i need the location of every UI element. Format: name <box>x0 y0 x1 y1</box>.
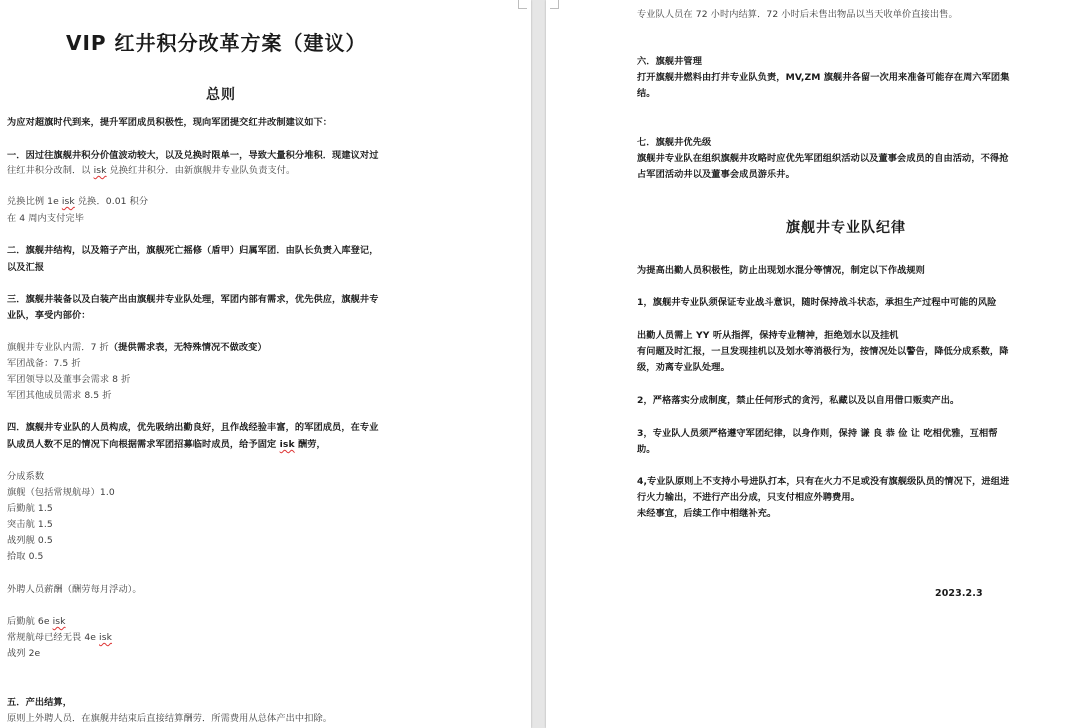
section6-line1: 打开旗舰井燃料由打井专业队负责，MV,ZM 旗舰井各留一次用来准备可能存在周六军团集 <box>637 72 1010 83</box>
share-assault: 突击航 1.5 <box>7 519 53 530</box>
section5-line1: 原则上外聘人员．在旗舰井结束后直接结算酬劳．所需费用从总体产出中扣除。 <box>7 713 333 724</box>
rule2: 2，严格落实分成制度，禁止任何形式的贪污，私藏以及以自用借口贩卖产出。 <box>637 395 960 406</box>
share-flagship: 旗舰（包括常规航母）1.0 <box>7 487 115 498</box>
section1-line2: 往红井积分改制．以 isk 兑换红井积分．由新旗舰井专业队负责支付。 <box>7 165 296 176</box>
rule4-line1: 4,专业队原则上不支持小号进队打本，只有在火力不足或没有旗舰级队员的情况下，进组进 <box>637 476 1010 487</box>
price-leaders: 军团领导以及董事会需求 8 折 <box>7 374 131 385</box>
rule1-detail-line3: 级，劝离专业队处理。 <box>637 362 730 373</box>
settlement-continued: 专业队人员在 72 小时内结算．72 小时后未售出物品以当天收单价直接出售。 <box>637 9 958 20</box>
external-pay-title: 外聘人员薪酬（酬劳每月浮动）。 <box>7 584 142 595</box>
section3-line2: 业队，享受内部价： <box>7 310 91 321</box>
share-coefficient-title: 分成系数 <box>7 471 45 482</box>
section4-line2: 队成员人数不足的情况下向根据需求军团招募临时成员，给予固定 isk 酬劳， <box>7 439 326 450</box>
section7-line2: 占军团活动井以及董事会成员游乐井。 <box>637 169 795 180</box>
discipline-heading: 旗舰井专业队纪律 <box>786 220 906 236</box>
section6-line2: 结。 <box>637 88 656 99</box>
page-corner-mark <box>550 0 559 9</box>
intro-paragraph: 为应对超旗时代到来，提升军团成员积极性，现向军团提交红井改制建议如下： <box>7 117 333 128</box>
page-corner-mark <box>518 0 527 9</box>
rule4-line3: 未经事宜，后续工作中相继补充。 <box>637 508 777 519</box>
section1-line1: 一．因过往旗舰井积分价值波动较大，以及兑换时限单一，导致大量积分堆积．现建议对过 <box>7 150 379 161</box>
rule3-line2: 助。 <box>637 444 656 455</box>
rule4-line2: 行火力输出，不进行产出分成，只支付相应外聘费用。 <box>637 492 860 503</box>
section3-line1: 三．旗舰井装备以及白装产出由旗舰井专业队处理，军团内部有需求，优先供应，旗舰井专 <box>7 294 379 305</box>
section5-title: 五．产出结算， <box>7 697 73 708</box>
document-page-right <box>546 0 1080 728</box>
section2-line2: 以及汇报 <box>7 262 45 273</box>
document-page-left <box>0 0 531 728</box>
section-heading-general: 总则 <box>206 87 236 103</box>
fee-logistics: 后勤航 6e isk <box>7 616 66 627</box>
rule1-detail-line1: 出勤人员需上 YY 听从指挥，保持专业精神，拒绝划水以及挂机 <box>637 330 899 341</box>
price-internal: 旗舰井专业队内需．7 折（提供需求表，无特殊情况不做改变） <box>7 342 267 353</box>
section7-line1: 旗舰井专业队在组织旗舰井攻略时应优先军团组织活动以及董事会成员的自由活动，不得抢 <box>637 153 1009 164</box>
section2-line1: 二．旗舰井结构，以及箱子产出，旗舰死亡摇修（盾甲）归属军团．由队长负责入库登记， <box>7 245 379 256</box>
document-title: VIP 红井积分改革方案（建议） <box>66 31 367 55</box>
rule1: 1，旗舰井专业队须保证专业战斗意识，随时保持战斗状态，承担生产过程中可能的风险 <box>637 297 997 308</box>
section7-title: 七．旗舰井优先级 <box>637 137 712 148</box>
section4-line1: 四．旗舰井专业队的人员构成，优先吸纳出勤良好，且作战经验丰富，的军团成员，在专业 <box>7 422 379 433</box>
share-pickup: 拾取 0.5 <box>7 551 44 562</box>
price-members: 军团其他成员需求 8.5 折 <box>7 390 112 401</box>
rule3-line1: 3，专业队人员须严格遵守军团纪律，以身作则，保持 谦 良 恭 俭 让 吃相优雅，互相帮 <box>637 428 998 439</box>
fee-battleship: 战列 2e <box>7 648 41 659</box>
fee-carrier: 常规航母已经无畏 4e isk <box>7 632 113 643</box>
price-war-ready: 军团战备：7.5 折 <box>7 358 81 369</box>
discipline-intro: 为提高出勤人员积极性，防止出现划水混分等情况，制定以下作战规则 <box>637 265 925 276</box>
share-battleship: 战列舰 0.5 <box>7 535 53 546</box>
section6-title: 六．旗舰井管理 <box>637 56 703 67</box>
payment-period: 在 4 周内支付完毕 <box>7 213 84 224</box>
document-date: 2023.2.3 <box>935 588 983 599</box>
rule1-detail-line2: 有问题及时汇报，一旦发现挂机以及划水等消极行为，按情况处以警告，降低分成系数，降 <box>637 346 1009 357</box>
share-logistics: 后勤航 1.5 <box>7 503 53 514</box>
exchange-rate: 兑换比例 1e isk 兑换．0.01 积分 <box>7 196 149 207</box>
